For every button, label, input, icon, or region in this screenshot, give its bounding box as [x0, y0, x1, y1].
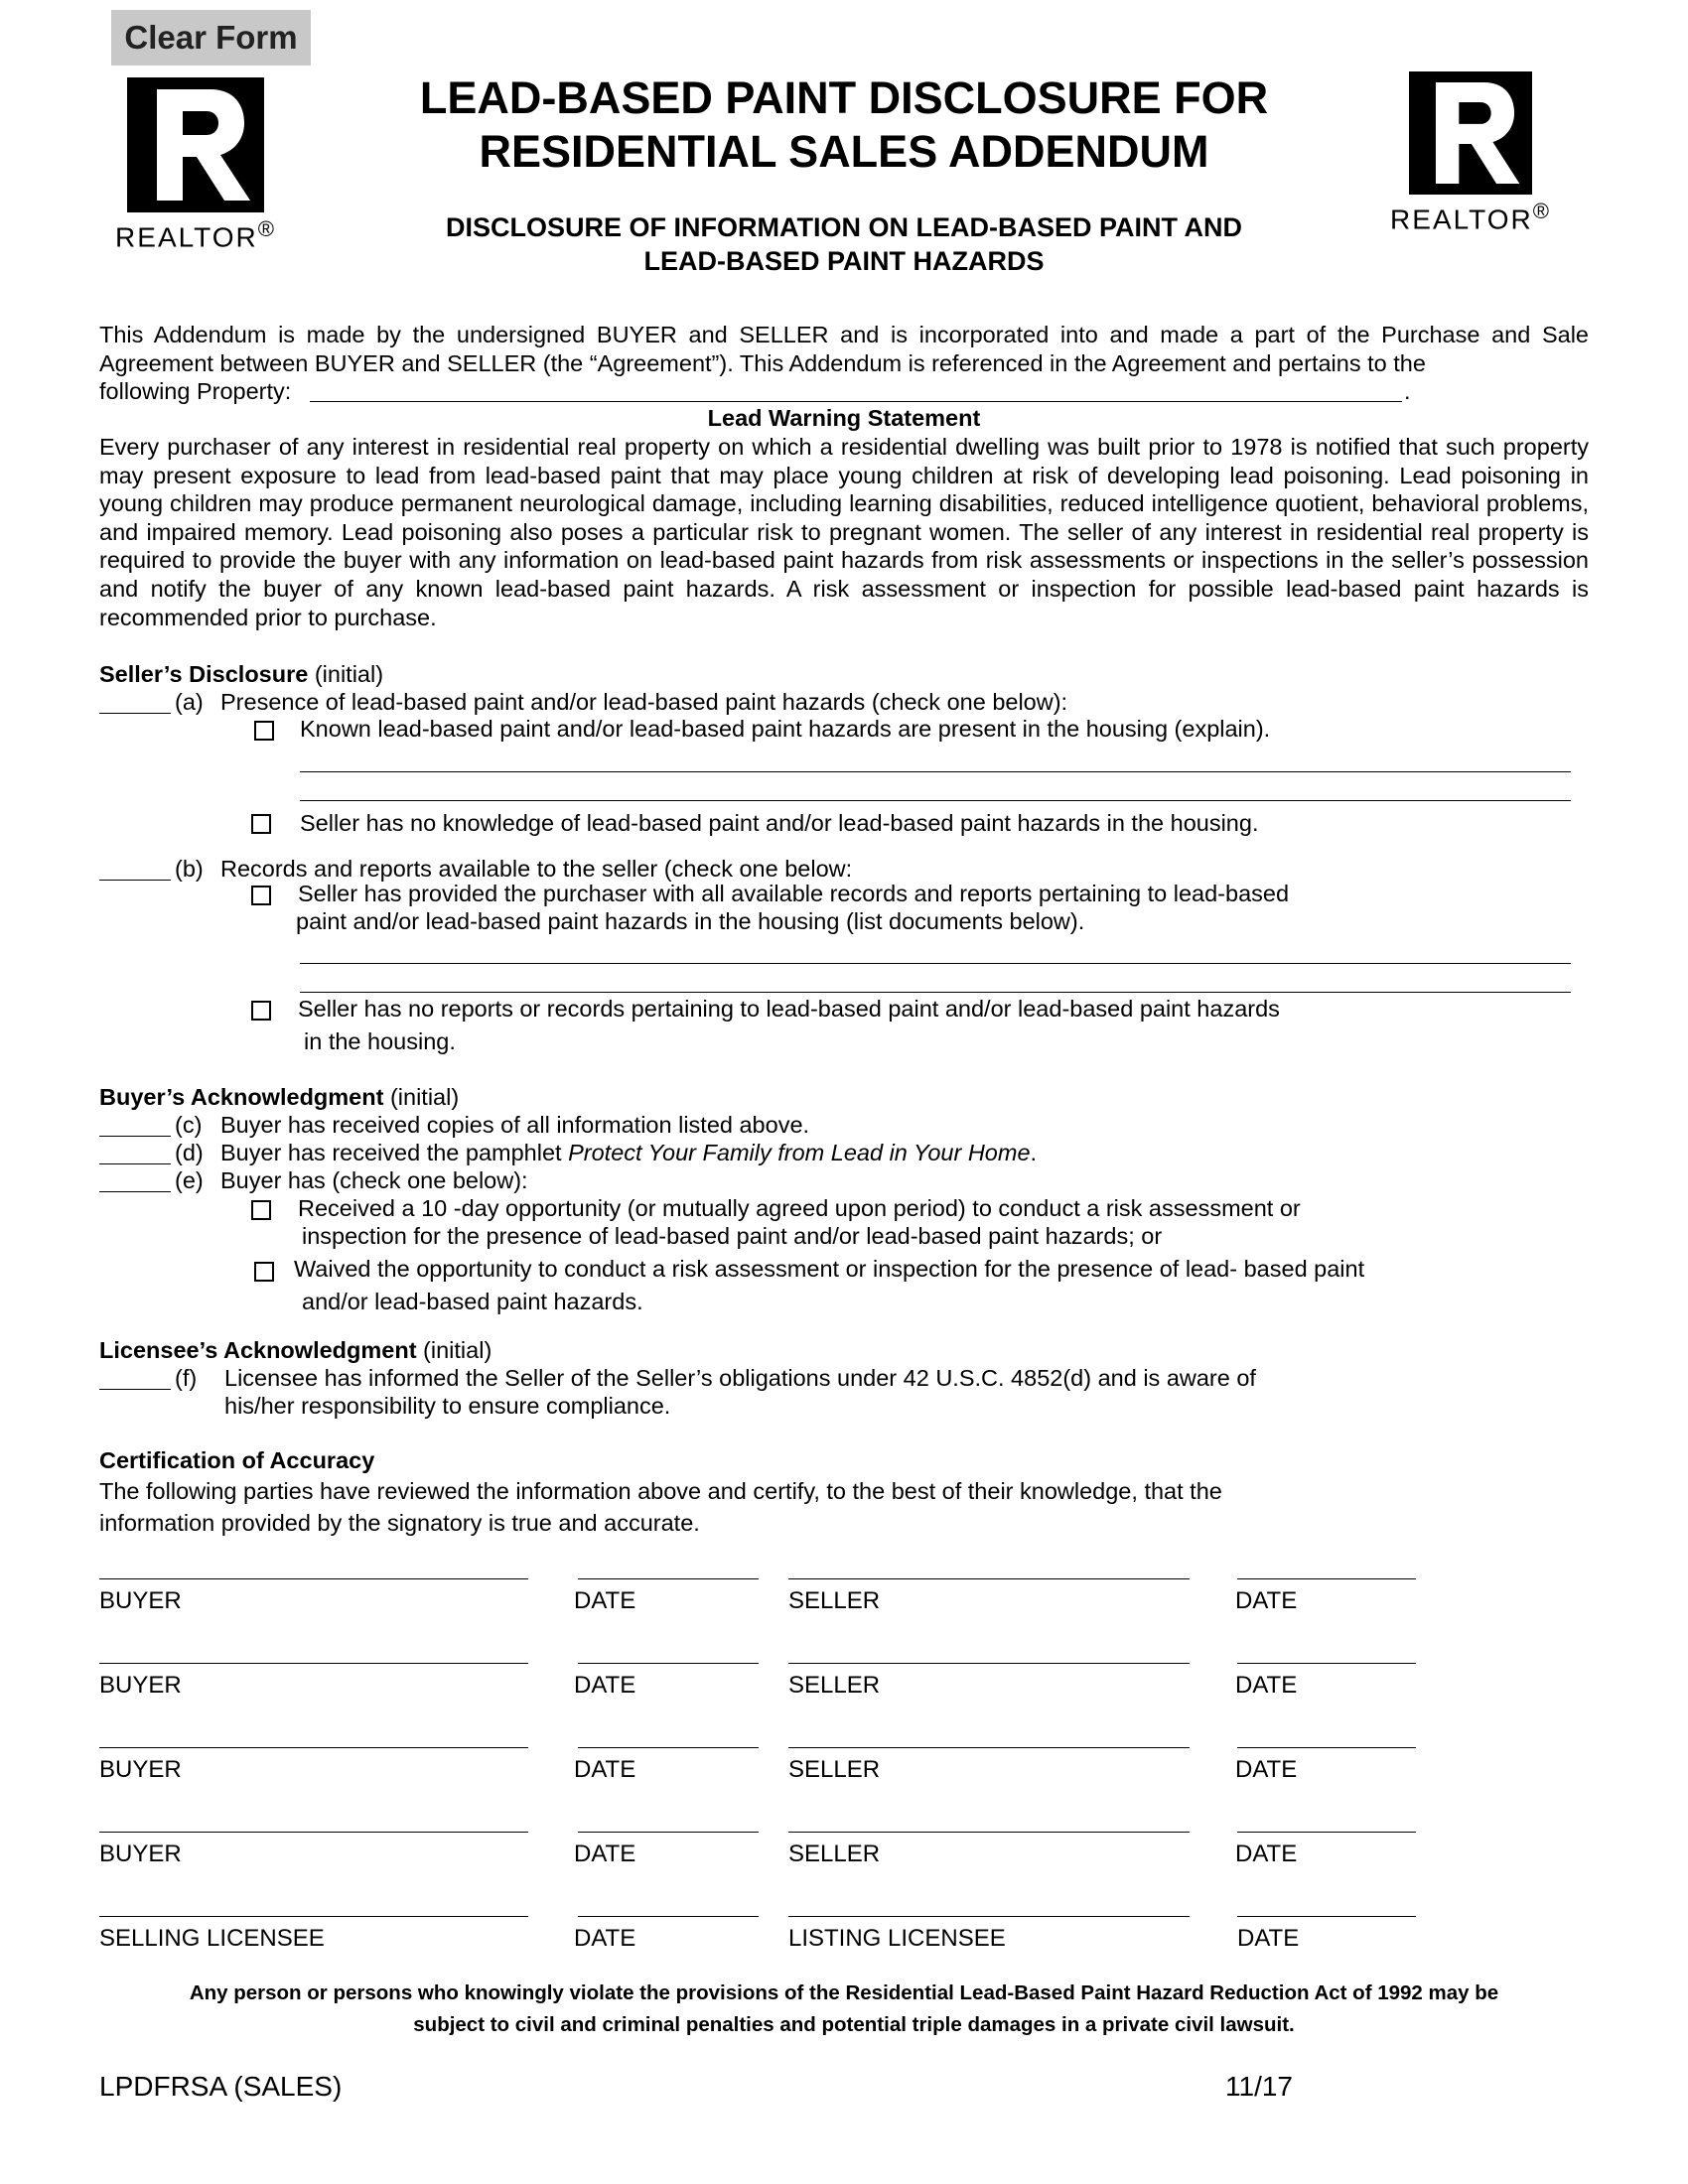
signature-line-date1[interactable]	[578, 1578, 759, 1579]
signature-line-right[interactable]	[788, 1578, 1190, 1579]
signature-label-right: SELLER	[788, 1672, 881, 1699]
checkbox-waived-opportunity[interactable]	[254, 1262, 274, 1282]
signature-line-right[interactable]	[788, 1832, 1190, 1833]
realtor-logo-right	[1386, 71, 1555, 235]
document-subtitle	[357, 210, 1331, 278]
initial-b-field[interactable]	[99, 856, 171, 881]
initial-f-field[interactable]	[99, 1365, 171, 1390]
signature-label-date1: DATE	[574, 1756, 636, 1783]
option-no-reports-l1: Seller has no reports or records pertaining to lead-based paint and/or lead-based paint hazards	[298, 996, 1280, 1022]
documents-line-2[interactable]	[300, 992, 1571, 993]
form-id: LPDFRSA (SALES)	[99, 2071, 343, 2102]
licensee-ack-heading	[99, 1336, 492, 1364]
signature-line-date2[interactable]	[1237, 1916, 1416, 1917]
signature-line-right[interactable]	[788, 1663, 1190, 1664]
licensee-heading-label: Licensee’s Acknowledgment	[99, 1337, 417, 1363]
signature-line-date1[interactable]	[578, 1916, 759, 1917]
item-f-text-l2: his/her responsibility to ensure compliance.	[224, 1393, 671, 1419]
signature-label-left: BUYER	[99, 1756, 182, 1783]
signature-label-date1: DATE	[574, 1925, 636, 1952]
realtor-r-icon	[127, 77, 264, 212]
penalty-notice	[89, 1978, 1599, 2041]
item-e-text: Buyer has (check one below):	[220, 1167, 528, 1193]
buyers-heading-label: Buyer’s Acknowledgment	[99, 1084, 384, 1110]
licensee-initial-note: (initial)	[416, 1337, 492, 1363]
signature-label-date2: DATE	[1235, 1587, 1298, 1614]
certification-heading: Certification of Accuracy	[99, 1447, 375, 1473]
signature-label-left: BUYER	[99, 1841, 182, 1867]
buyers-initial-note: (initial)	[383, 1084, 460, 1110]
item-c-text: Buyer has received copies of all information listed above.	[220, 1112, 810, 1138]
intro-paragraph: This Addendum is made by the undersigned BUYER and SELLER and is incorporated into and made a part of the Purchase and Sale Agreement between BUYER and SELLER (the “Agreement”). This Addendum is referenced in the Agreement and pertains to the	[99, 322, 1589, 376]
signature-line-date2[interactable]	[1237, 1663, 1416, 1664]
form-version: 11/17	[1225, 2071, 1293, 2102]
signature-label-date1: DATE	[574, 1841, 636, 1867]
item-f-text-l1: Licensee has informed the Seller of the Seller’s obligations under 42 U.S.C. 4852(d) and is aware of	[224, 1365, 1256, 1391]
property-field[interactable]	[310, 375, 1402, 402]
option-waived-opportunity-l2: and/or lead-based paint hazards.	[302, 1289, 643, 1314]
signature-line-date1[interactable]	[578, 1663, 759, 1664]
signature-label-right: SELLER	[788, 1756, 881, 1783]
signature-line-date1[interactable]	[578, 1832, 759, 1833]
title-line-1: LEAD-BASED PAINT DISCLOSURE FOR	[419, 72, 1269, 123]
item-e-label: (e)	[175, 1167, 204, 1193]
subtitle-line-2: LEAD-BASED PAINT HAZARDS	[643, 246, 1045, 276]
option-received-opportunity-l2: inspection for the presence of lead-based paint and/or lead-based paint hazards; or	[302, 1223, 1163, 1249]
sellers-heading-label: Seller’s Disclosure	[99, 661, 309, 687]
realtor-wordmark: REALTOR	[115, 221, 258, 253]
signature-label-right: SELLER	[788, 1587, 881, 1614]
option-no-reports-l2: in the housing.	[304, 1028, 456, 1054]
pamphlet-title: Protect Your Family from Lead in Your Home	[568, 1140, 1031, 1165]
option-records-provided-l2: paint and/or lead-based paint hazards in the housing (list documents below).	[296, 908, 1085, 934]
signature-label-left: BUYER	[99, 1672, 182, 1699]
item-d-text	[220, 1139, 1037, 1166]
signature-label-date1: DATE	[574, 1587, 636, 1614]
realtor-wordmark: REALTOR	[1390, 204, 1533, 235]
property-line	[99, 377, 291, 405]
lead-warning-heading: Lead Warning Statement	[707, 405, 981, 431]
initial-d-field[interactable]	[99, 1140, 171, 1164]
option-no-knowledge: Seller has no knowledge of lead-based paint and/or lead-based paint hazards in the housing.	[300, 810, 1259, 836]
lead-warning-text: Every purchaser of any interest in residential real property on which a residential dwelling was built prior to 1978 is notified that such property may present exposure to lead from lead-based paint that may place young children at risk of developing lead poisoning. Lead poisoning in young children may produce permanent neurological damage, including learning disabilities, reduced intelligence quotient, behavioral problems, and impaired memory. Lead poisoning also poses a particular risk to pregnant women. The seller of any interest in residential real property is required to provide the buyer with any information on lead-based paint hazards from risk assessments or inspections in the seller’s possession and notify the buyer of any known lead-based paint hazards. A risk assessment or inspection for possible lead-based paint hazards is recommended prior to purchase.	[99, 434, 1589, 630]
checkbox-no-knowledge[interactable]	[251, 814, 271, 834]
signature-line-left[interactable]	[99, 1663, 528, 1664]
checkbox-known-lead[interactable]	[254, 721, 274, 741]
certification-text-l2: information provided by the signatory is true and accurate.	[99, 1510, 700, 1536]
signature-label-date1: DATE	[574, 1672, 636, 1699]
title-line-2: RESIDENTIAL SALES ADDENDUM	[479, 126, 1209, 177]
penalty-line-2: subject to civil and criminal penalties and potential triple damages in a private civil lawsuit.	[413, 2013, 1295, 2036]
property-period: .	[1404, 378, 1411, 404]
signature-line-left[interactable]	[99, 1916, 528, 1917]
sellers-initial-note: (initial)	[308, 661, 384, 687]
initial-e-field[interactable]	[99, 1167, 171, 1192]
signature-label-left: BUYER	[99, 1587, 182, 1614]
signature-line-right[interactable]	[788, 1747, 1190, 1748]
checkbox-no-reports[interactable]	[251, 1001, 271, 1021]
sellers-disclosure-heading	[99, 660, 383, 688]
option-records-provided-l1: Seller has provided the purchaser with all available records and reports pertaining to lead-based	[298, 881, 1290, 906]
signature-line-date2[interactable]	[1237, 1578, 1416, 1579]
signature-line-right[interactable]	[788, 1916, 1190, 1917]
item-f-label: (f)	[175, 1365, 198, 1391]
signature-line-left[interactable]	[99, 1747, 528, 1748]
signature-line-date2[interactable]	[1237, 1747, 1416, 1748]
checkbox-records-provided[interactable]	[251, 886, 271, 905]
item-d-text-end: .	[1030, 1140, 1038, 1165]
property-label: following Property:	[99, 378, 292, 404]
option-received-opportunity-l1: Received a 10 -day opportunity (or mutually agreed upon period) to conduct a risk assessment or	[298, 1195, 1301, 1221]
document-title	[357, 71, 1331, 179]
signature-label-right: SELLER	[788, 1841, 881, 1867]
documents-line-1[interactable]	[300, 963, 1571, 964]
item-b-label: (b)	[175, 856, 204, 882]
signature-line-left[interactable]	[99, 1832, 528, 1833]
clear-form-button[interactable]: Clear Form	[111, 10, 311, 66]
item-a-text: Presence of lead-based paint and/or lead-based paint hazards (check one below):	[220, 689, 1068, 715]
initial-c-field[interactable]	[99, 1112, 171, 1137]
item-c-label: (c)	[175, 1112, 203, 1138]
penalty-line-1: Any person or persons who knowingly violate the provisions of the Residential Lead-Based Paint Hazard Reduction Act of 1992 may be	[189, 1981, 1499, 2004]
realtor-r-icon	[1409, 71, 1532, 195]
signature-line-date1[interactable]	[578, 1747, 759, 1748]
buyers-ack-heading	[99, 1083, 459, 1111]
signature-line-left[interactable]	[99, 1578, 528, 1579]
signature-label-date2: DATE	[1235, 1841, 1298, 1867]
signature-label-left: SELLING LICENSEE	[99, 1925, 325, 1952]
signature-label-date2: DATE	[1235, 1756, 1298, 1783]
registered-mark: ®	[1532, 199, 1551, 223]
item-a-label: (a)	[175, 689, 204, 715]
signature-label-date2: DATE	[1235, 1672, 1298, 1699]
option-waived-opportunity-l1: Waived the opportunity to conduct a risk assessment or inspection for the presence of lead- based paint	[294, 1256, 1365, 1282]
option-known-lead: Known lead-based paint and/or lead-based paint hazards are present in the housing (explain).	[300, 716, 1271, 742]
realtor-logo-left	[111, 77, 280, 253]
signature-label-date2: DATE	[1237, 1925, 1300, 1952]
item-d-label: (d)	[175, 1140, 204, 1165]
explain-line-2[interactable]	[300, 800, 1571, 801]
signature-label-right: LISTING LICENSEE	[788, 1925, 1006, 1952]
subtitle-line-1: DISCLOSURE OF INFORMATION ON LEAD-BASED PAINT AND	[446, 212, 1242, 242]
certification-text-l1: The following parties have reviewed the information above and certify, to the best of their knowledge, that the	[99, 1478, 1222, 1504]
signature-line-date2[interactable]	[1237, 1832, 1416, 1833]
item-b-text: Records and reports available to the seller (check one below:	[220, 856, 853, 882]
item-d-text-start: Buyer has received the pamphlet	[220, 1140, 569, 1165]
explain-line-1[interactable]	[300, 771, 1571, 772]
registered-mark: ®	[257, 216, 276, 241]
checkbox-received-opportunity[interactable]	[251, 1200, 271, 1220]
initial-a-field[interactable]	[99, 689, 171, 714]
